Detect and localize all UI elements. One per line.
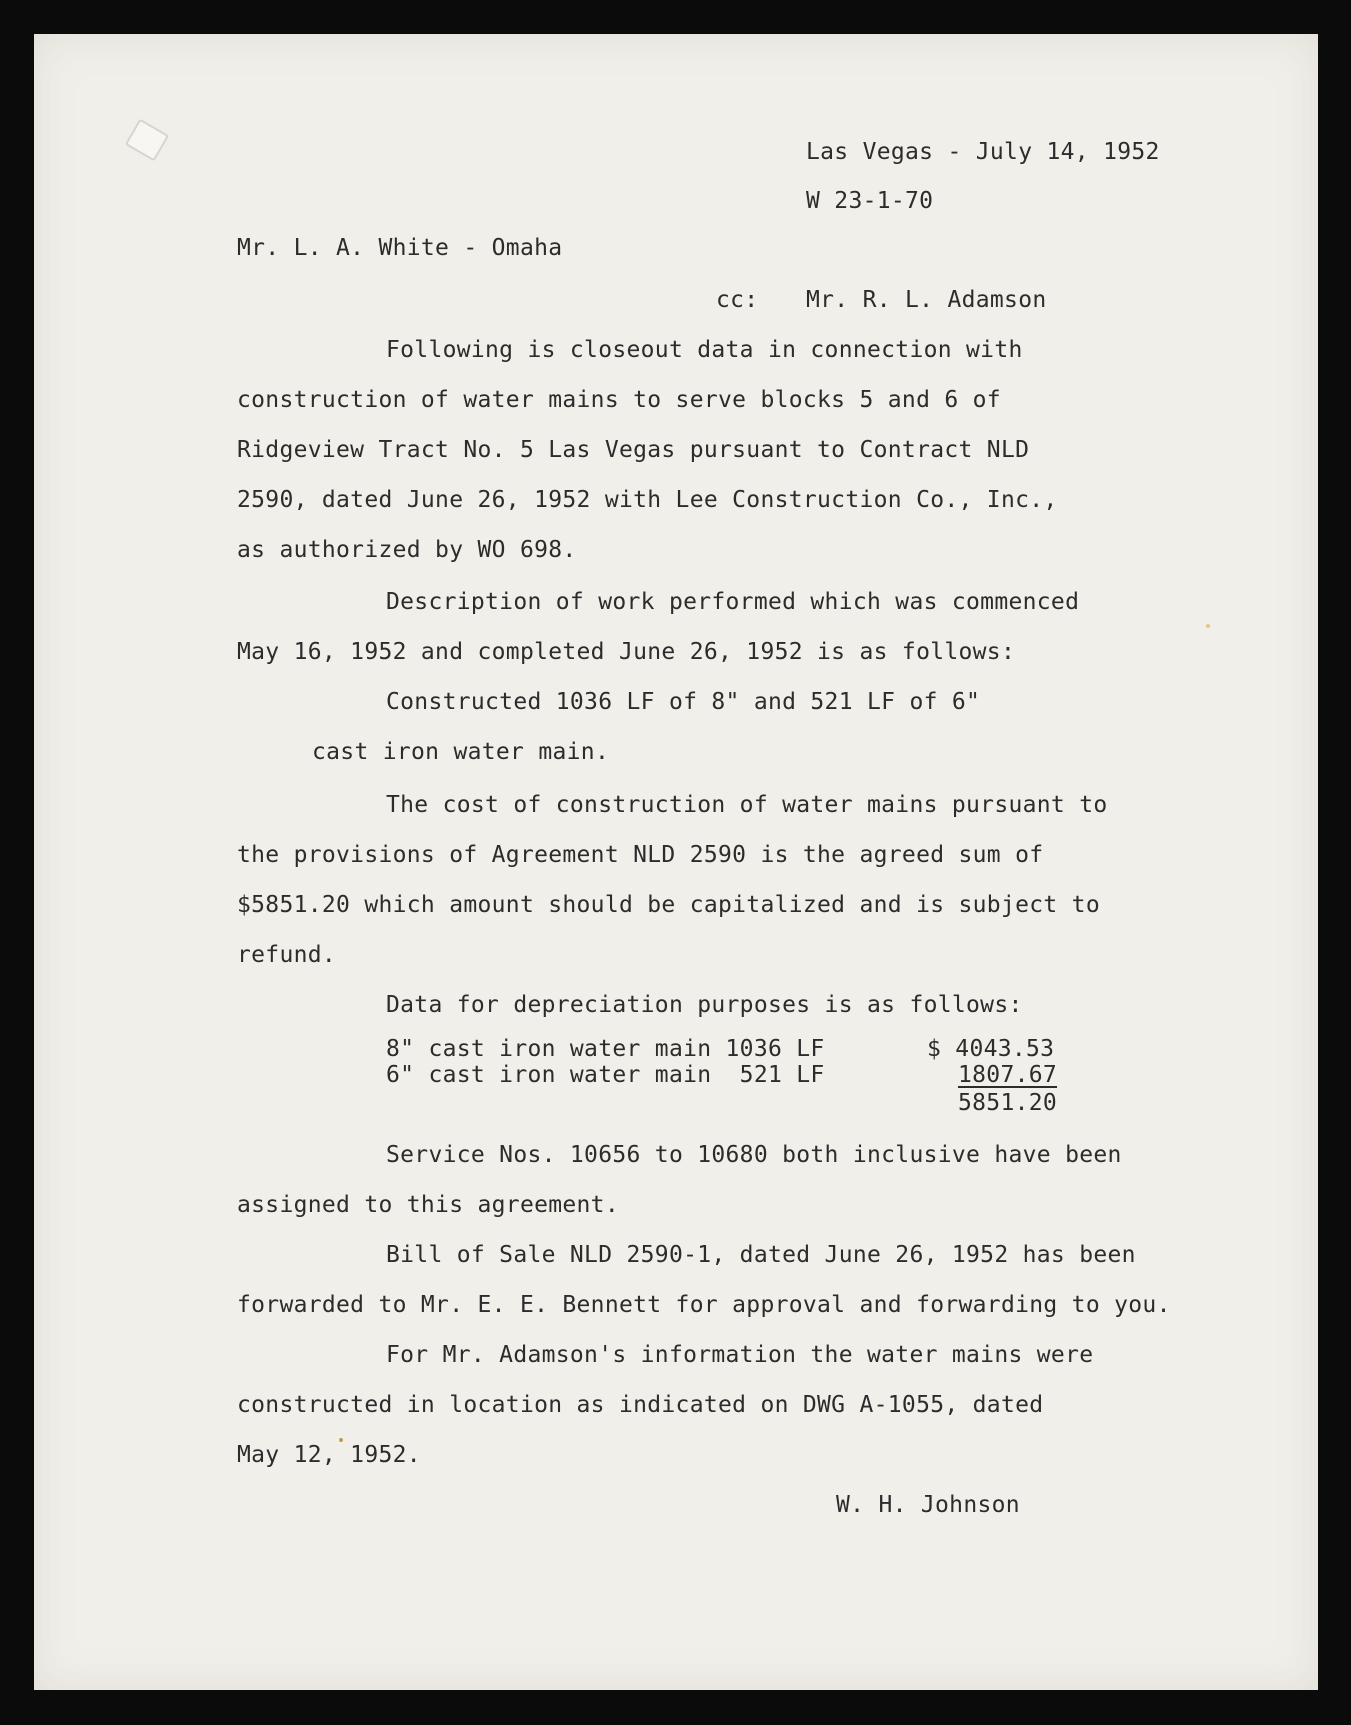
closing-line: assigned to this agreement.: [237, 1192, 619, 1218]
body-line: Ridgeview Tract No. 5 Las Vegas pursuant to Contract NLD: [237, 437, 1030, 463]
depreciation-total: 5851.20: [958, 1090, 1058, 1116]
body-line: The cost of construction of water mains pursuant to: [386, 792, 1108, 818]
cc-name: Mr. R. L. Adamson: [806, 287, 1047, 313]
file-reference: W 23-1-70: [806, 188, 934, 214]
closing-line: constructed in location as indicated on DWG A-1055, dated: [237, 1392, 1044, 1418]
body-line: as authorized by WO 698.: [237, 537, 577, 563]
closing-line: Service Nos. 10656 to 10680 both inclusive have been: [386, 1142, 1122, 1168]
body-line: cast iron water main.: [312, 739, 610, 765]
body-line: May 16, 1952 and completed June 26, 1952 is as follows:: [237, 639, 1016, 665]
depreciation-amount: 1807.67: [958, 1062, 1058, 1088]
body-line: construction of water mains to serve blocks 5 and 6 of: [237, 387, 1001, 413]
closing-line: Bill of Sale NLD 2590-1, dated June 26, 1952 has been: [386, 1242, 1136, 1268]
body-line: 2590, dated June 26, 1952 with Lee Construction Co., Inc.,: [237, 487, 1058, 513]
paper-spot: [1206, 624, 1210, 628]
closing-line: For Mr. Adamson's information the water mains were: [386, 1342, 1094, 1368]
signature: W. H. Johnson: [836, 1492, 1020, 1518]
body-line: $5851.20 which amount should be capitalized and is subject to: [237, 892, 1100, 918]
closing-line: May 12, 1952.: [237, 1442, 421, 1468]
place-date: Las Vegas - July 14, 1952: [806, 139, 1160, 165]
body-line: the provisions of Agreement NLD 2590 is the agreed sum of: [237, 842, 1044, 868]
depreciation-amount: $ 4043.53: [927, 1036, 1055, 1062]
cc-label: cc:: [716, 287, 759, 313]
body-line: Data for depreciation purposes is as follows:: [386, 992, 1023, 1018]
depreciation-item: 6" cast iron water main 521 LF: [386, 1062, 825, 1088]
body-line: Constructed 1036 LF of 8" and 521 LF of 6": [386, 689, 981, 715]
body-line: refund.: [237, 942, 337, 968]
addressee: Mr. L. A. White - Omaha: [237, 235, 563, 261]
body-line: Description of work performed which was commenced: [386, 589, 1080, 615]
body-line: Following is closeout data in connection with: [386, 337, 1023, 363]
depreciation-item: 8" cast iron water main 1036 LF: [386, 1036, 825, 1062]
closing-line: forwarded to Mr. E. E. Bennett for approval and forwarding to you.: [237, 1292, 1171, 1318]
